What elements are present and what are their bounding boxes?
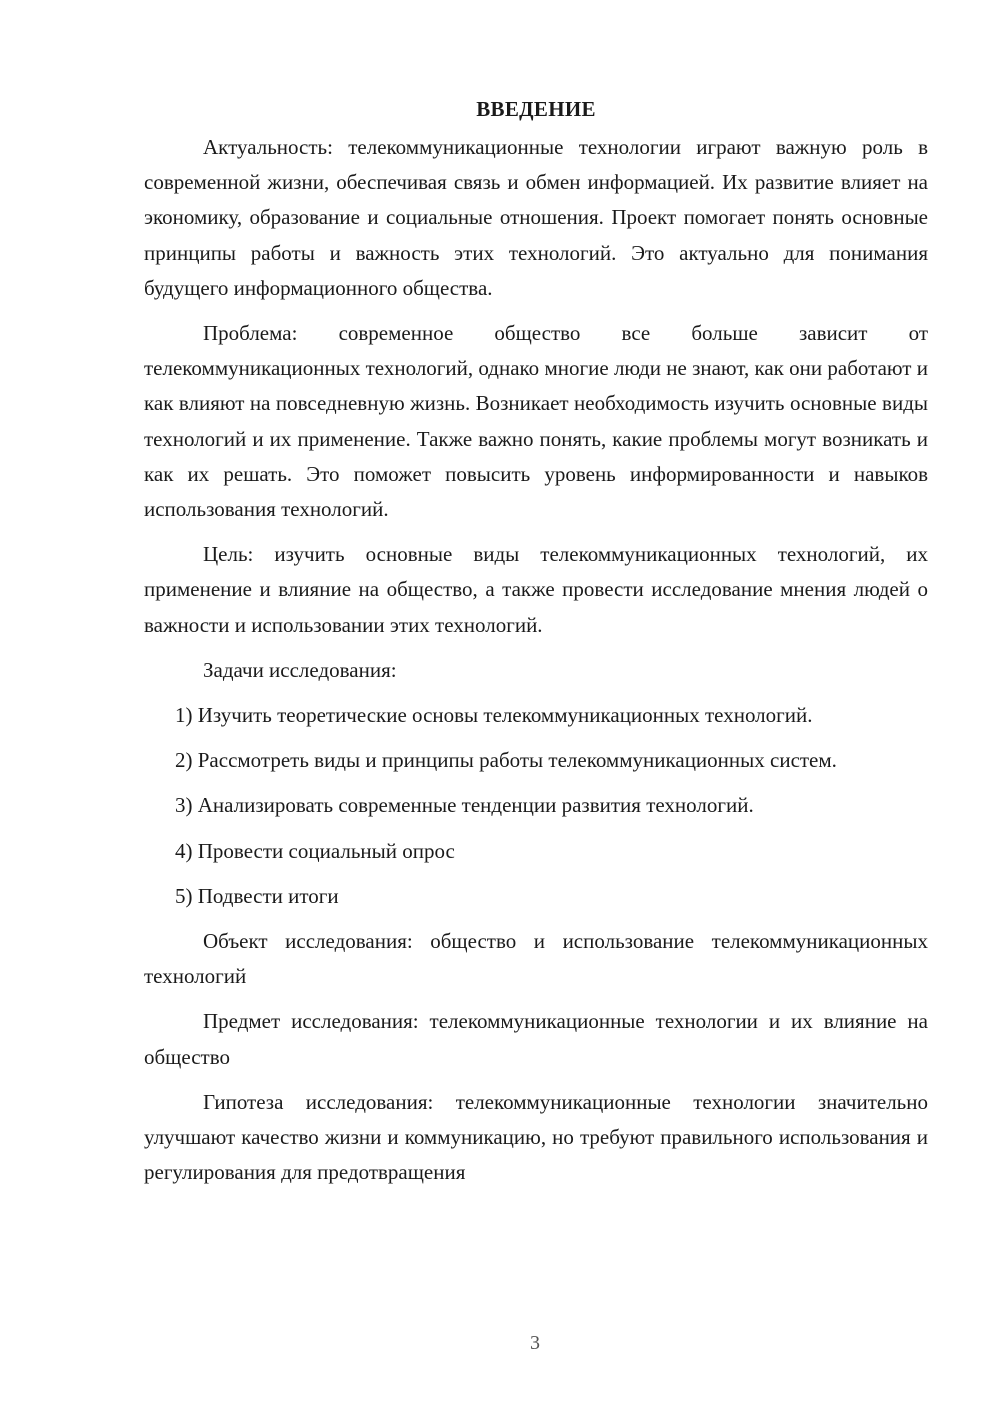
task-item: 1) Изучить теоретические основы телекоммуникационных технологий. — [175, 703, 813, 728]
goal-paragraph: Цель: изучить основные виды телекоммуникационных технологий, их применение и влияние на общество, а также провести исследование мнения людей о важности и использовании этих технологий. — [144, 542, 928, 637]
tasks-heading: Задачи исследования: — [203, 657, 397, 682]
tasks-list — [144, 698, 928, 914]
relevance-paragraph: Актуальность: телекоммуникационные технологии играют важную роль в современной жизни, обеспечивая связь и обмен информацией. Их развитие влияет на экономику, образование и социальные отношения. Проект помогает понять основные принципы работы и важность этих технологий. Это актуально для понимания будущего информационного общества. — [144, 135, 928, 300]
page-number: 3 — [530, 1332, 540, 1354]
task-item: 2) Рассмотреть виды и принципы работы телекоммуникационных систем. — [175, 748, 837, 773]
object-paragraph: Объект исследования: общество и использование телекоммуникационных технологий — [144, 929, 928, 989]
task-item: 3) Анализировать современные тенденции развития технологий. — [175, 793, 754, 818]
document-page — [144, 92, 928, 1200]
section-heading: ВВЕДЕНИЕ — [476, 97, 596, 121]
subject-paragraph: Предмет исследования: телекоммуникационные технологии и их влияние на общество — [144, 1009, 928, 1069]
task-item: 5) Подвести итоги — [175, 883, 339, 908]
task-item: 4) Провести социальный опрос — [175, 838, 455, 863]
hypothesis-paragraph: Гипотеза исследования: телекоммуникационные технологии значительно улучшают качество жизни и коммуникацию, но требуют правильного использования и регулирования для предотвращения — [144, 1089, 928, 1185]
problem-paragraph: Проблема: современное общество все больше зависит от телекоммуникационных технологий, однако многие люди не знают, как они работают и как влияют на повседневную жизнь. Возникает необходимость изучить основные виды технологий и их применение. Также важно понять, какие проблемы могут возникать и как их решать. Это поможет повысить уровень информированности и навыков использования технологий. — [144, 321, 928, 522]
